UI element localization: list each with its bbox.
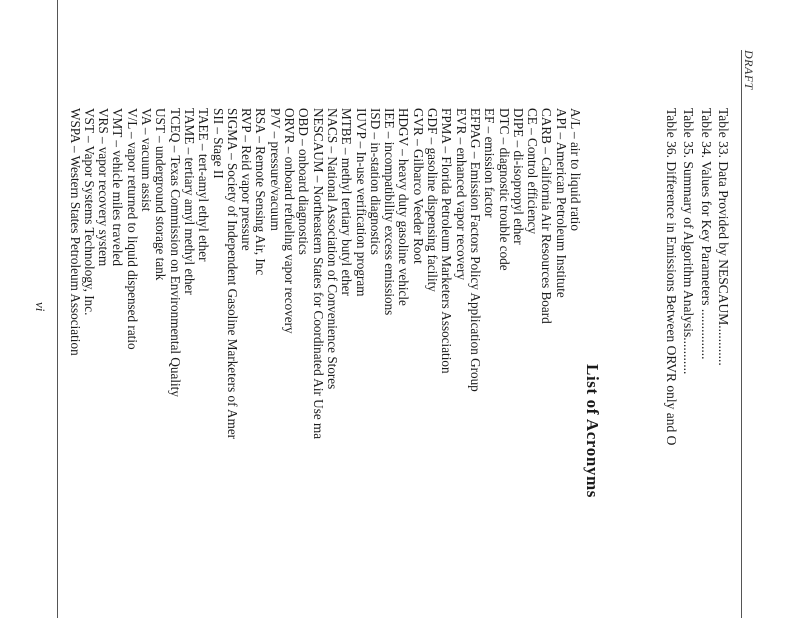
- acronym-entry: GVR – Gilbarco Veeder Root: [410, 108, 426, 264]
- acronym-entry: MTBE – methyl tertiary butyl ether: [339, 108, 355, 296]
- acronym-entry: TCEQ – Texas Commission on Environmental Quality: [167, 108, 183, 397]
- toc-entry[interactable]: [697, 108, 714, 618]
- toc-entry-label: Table 33. Data Provided by NESCAUM............: [716, 108, 731, 366]
- acronym-entry: EF – emission factor: [482, 108, 498, 218]
- header-rule: [741, 50, 742, 618]
- toc-entry[interactable]: [715, 108, 732, 618]
- draft-label: DRAFT: [742, 50, 756, 90]
- acronyms-heading: List of Acronyms: [583, 364, 602, 498]
- acronym-list: [67, 108, 582, 618]
- acronym-entry: TAEE – tert-amyl ethyl ether: [196, 108, 212, 262]
- acronym-entry: NACS – National Association of Convenience Stores: [324, 108, 340, 390]
- toc-entry-label: Table 35. Summary of Algorithm Analysis...........: [681, 108, 697, 375]
- footer-rule: [57, 0, 58, 618]
- acronym-entry: IUVP – In-use verification program: [353, 108, 369, 297]
- table-of-contents: [662, 108, 732, 618]
- acronym-entry: ISD – in-station diagnostics: [367, 108, 383, 255]
- acronym-entry: A/L – air to liquid ratio: [568, 108, 583, 231]
- acronym-entry: TAME – tertiary amyl methyl ether: [181, 108, 197, 295]
- acronym-entry: SII – Stage II: [210, 108, 226, 179]
- acronym-entry: RVP – Reid vapor pressure: [239, 108, 255, 251]
- toc-entry-label: Table 34. Values for Key Parameters ...............: [698, 108, 714, 360]
- acronym-entry: NESCAUM – Northeastern States for Coordinated Air Use ma: [310, 108, 326, 440]
- acronym-entry: IEE – incompatibility excess emissions: [382, 108, 398, 316]
- acronym-entry: EFPAG – Emission Factors Policy Application Group: [467, 108, 483, 392]
- toc-entry[interactable]: [662, 108, 679, 618]
- acronym-entry: V/L – vapor returned to liquid dispensed ratio: [124, 108, 140, 350]
- acronym-entry: OBD – onboard diagnostics: [296, 108, 312, 255]
- toc-entry[interactable]: [680, 108, 697, 618]
- acronym-entry: RSA – Remote Sensing Air, Inc: [253, 108, 269, 276]
- acronym-entry: UST – underground storage tank: [153, 108, 169, 281]
- acronym-entry: ORVR – onboard refueling vapor recovery: [282, 108, 298, 334]
- acronym-entry: CARB – California Air Resources Board: [539, 108, 555, 324]
- acronym-entry: GDF – gasoline dispensing facility: [425, 108, 441, 292]
- acronym-entry: VST – Vapor Systems Technology, Inc.: [81, 108, 97, 316]
- acronym-entry: SIGMA – Society of Independent Gasoline Marketers of Amer: [224, 108, 240, 440]
- acronym-entry: CE – Control efficiency: [525, 108, 541, 235]
- acronym-entry: WSPA – Western States Petroleum Association: [67, 108, 83, 356]
- acronym-entry: HDGV – heavy duty gasoline vehicle: [396, 108, 412, 306]
- acronym-entry: FPMA – Florida Petroleum Marketers Association: [439, 108, 455, 374]
- acronym-entry: P/V – pressure/vacuum: [267, 108, 283, 231]
- acronym-entry: VRS – vapor recovery system: [96, 108, 112, 267]
- acronym-entry: EVR – enhanced vapor recovery: [453, 108, 469, 281]
- acronym-entry: API – American Petroleum Institute: [553, 108, 569, 298]
- acronym-entry: DIPE – di-isopropyl ether: [510, 108, 526, 245]
- acronym-entry: VA – vacuum assist: [139, 108, 155, 212]
- toc-entry-label: Table 36. Difference in Emissions Between ORVR only and O: [663, 108, 679, 446]
- acronym-entry: DTC – diagnostic trouble code: [496, 108, 512, 271]
- acronym-entry: VMT – vehicle miles traveled: [110, 108, 126, 266]
- page-number: vi: [33, 302, 48, 312]
